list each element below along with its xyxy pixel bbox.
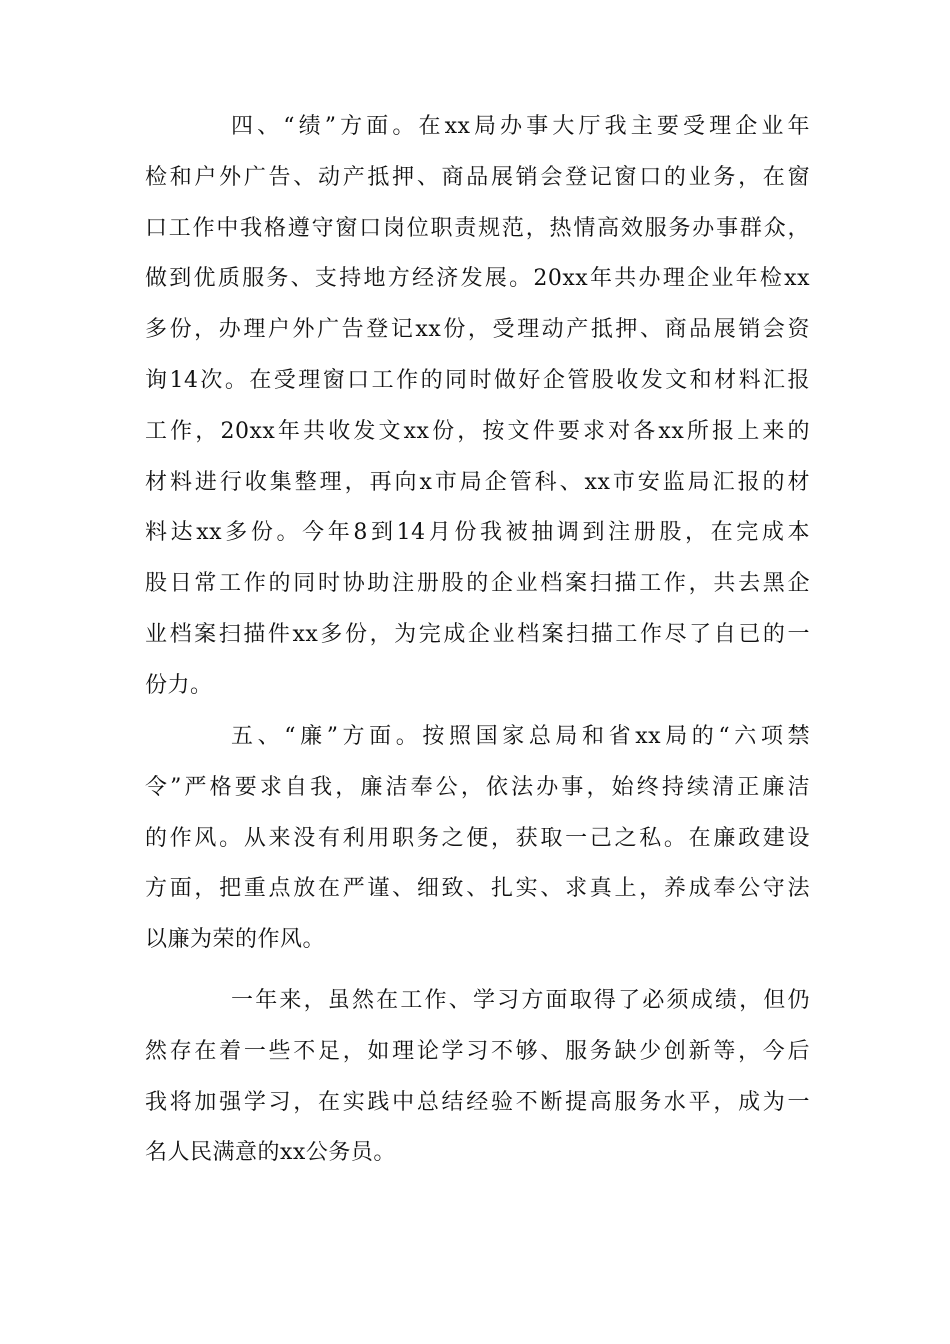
paragraph-line: 多份，办理户外广告登记xx份，受理动产抵押、商品展销会资 (145, 317, 810, 343)
paragraph-line: 我将加强学习，在实践中总结经验不断提高服务水平，成为一 (145, 1089, 810, 1115)
paragraph-performance (145, 102, 810, 712)
paragraph-integrity (145, 712, 810, 966)
paragraph-line: 以廉为荣的作风。 (145, 927, 326, 953)
paragraph-line: 份力。 (145, 672, 213, 698)
paragraph-line: 然存在着一些不足，如理论学习不够、服务缺少创新等，今后 (145, 1038, 810, 1064)
paragraph-line: 的作风。从来没有利用职务之便，获取一己之私。在廉政建设 (145, 825, 810, 851)
paragraph-line: 材料进行收集整理，再向x市局企管科、xx市安监局汇报的材 (145, 469, 810, 495)
paragraph-line: 名人民满意的xx公务员。 (145, 1140, 396, 1166)
paragraph-line: 工作，20xx年共收发文xx份，按文件要求对各xx所报上来的 (145, 418, 810, 444)
paragraph-line: 业档案扫描件xx多份，为完成企业档案扫描工作尽了自已的一 (145, 621, 810, 647)
paragraph-line: 股日常工作的同时协助注册股的企业档案扫描工作，共去黑企 (145, 571, 810, 597)
paragraph-line: 口工作中我格遵守窗口岗位职责规范，热情高效服务办事群众， (145, 215, 810, 241)
paragraph-summary (145, 976, 810, 1179)
paragraph-line: 方面，把重点放在严谨、细致、扎实、求真上，养成奉公守法 (145, 876, 810, 902)
paragraph-line: 询14次。在受理窗口工作的同时做好企管股收发文和材料汇报 (145, 367, 810, 393)
paragraph-line: 检和户外广告、动产抵押、商品展销会登记窗口的业务，在窗 (145, 164, 810, 190)
paragraph-line: 料达xx多份。今年8到14月份我被抽调到注册股，在完成本 (145, 520, 810, 546)
paragraph-line: 做到优质服务、支持地方经济发展。20xx年共办理企业年检xx (145, 266, 810, 292)
paragraph-line: 四、“绩”方面。在xx局办事大厅我主要受理企业年 (231, 114, 810, 139)
paragraph-line: 一年来，虽然在工作、学习方面取得了必须成绩，但仍 (231, 988, 810, 1013)
paragraph-line: 五、“廉”方面。按照国家总局和省xx局的“六项禁 (231, 724, 810, 749)
paragraph-line: 令”严格要求自我，廉洁奉公，依法办事，始终持续清正廉洁 (145, 774, 810, 800)
